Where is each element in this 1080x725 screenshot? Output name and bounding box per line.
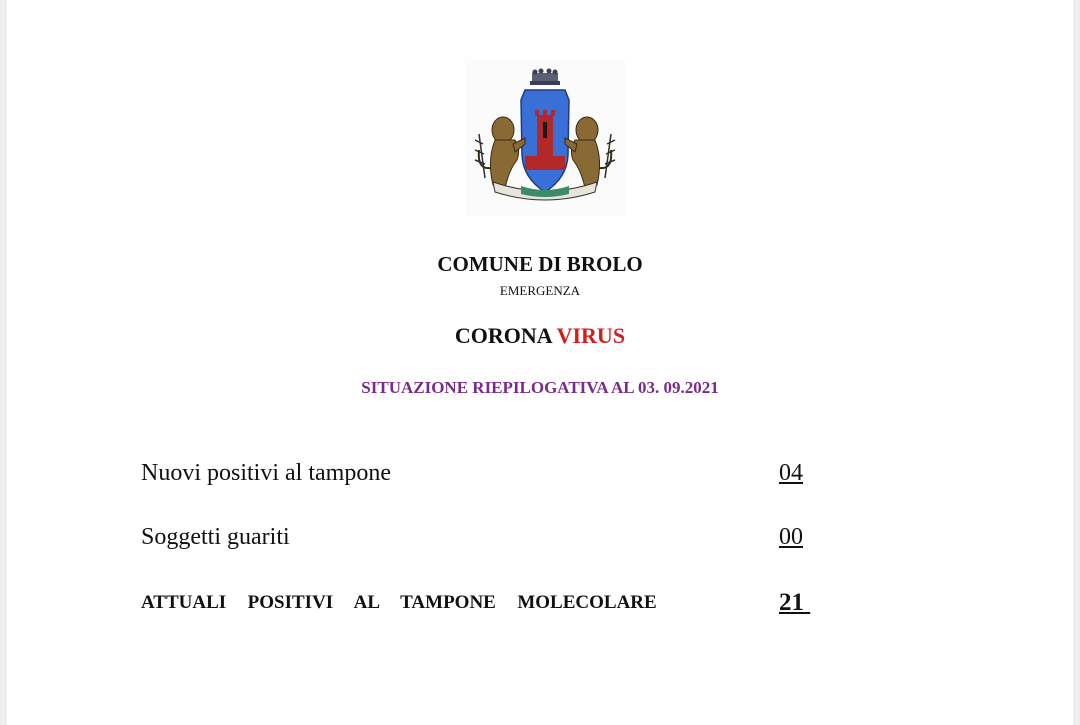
stat-value: 04 [779, 460, 803, 486]
emergency-subtitle: EMERGENZA [499, 283, 581, 298]
stat-value: 00 [779, 524, 803, 550]
corona-virus-heading [0, 323, 1080, 349]
coat-of-arms-logo [465, 60, 625, 216]
stat-label: Nuovi positivi al tampone [141, 460, 391, 486]
stat-label: ATTUALI POSITIVI AL TAMPONE MOLECOLARE [141, 592, 657, 613]
stat-label: Soggetti guariti [141, 524, 290, 550]
municipality-title: COMUNE DI BROLO [437, 252, 643, 276]
stat-row-new-positives [141, 460, 803, 487]
summary-date-heading: SITUAZIONE RIEPILOGATIVA AL 03. 09.2021 [361, 378, 719, 397]
left-lion-icon [479, 117, 525, 188]
corona-word: CORONA [454, 323, 552, 348]
stat-row-recovered [141, 524, 803, 551]
right-lion-icon [565, 117, 611, 188]
stat-value: 21 [779, 589, 811, 616]
left-palm-icon [475, 134, 485, 178]
crown-icon [530, 69, 560, 86]
coat-of-arms-graphic [465, 60, 625, 216]
stat-row-current-positives [141, 589, 811, 616]
right-palm-icon [605, 134, 615, 178]
virus-word: VIRUS [556, 323, 626, 348]
